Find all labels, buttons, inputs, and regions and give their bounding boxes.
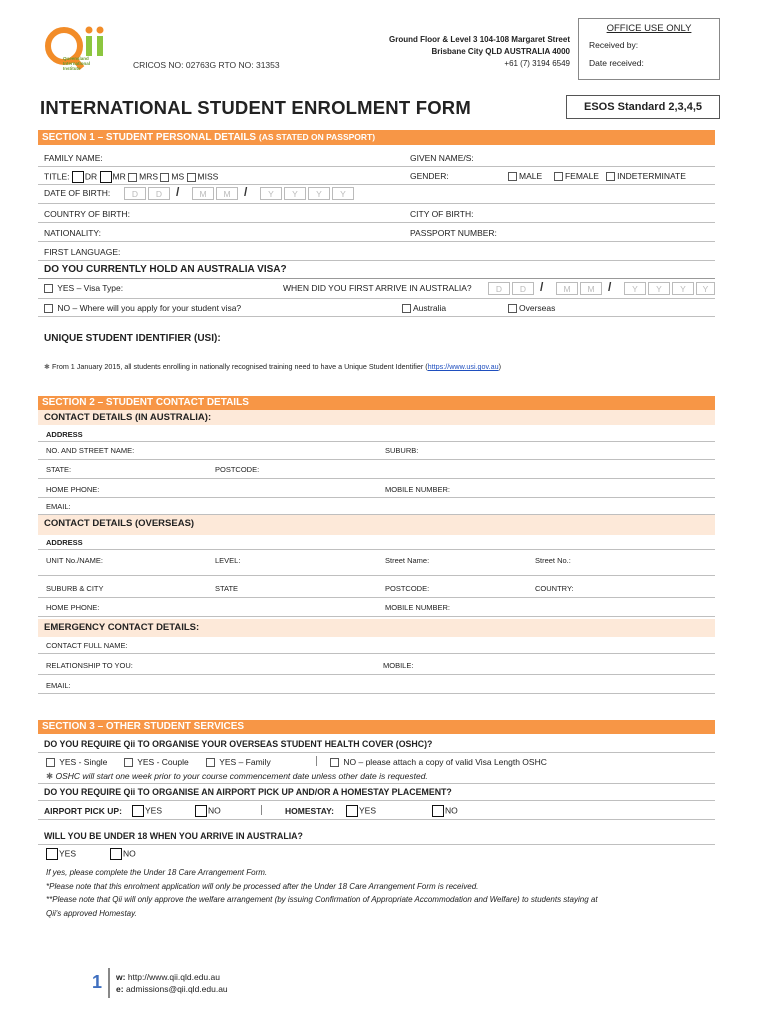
australia-checkbox[interactable] xyxy=(402,304,411,313)
street-name-label: Street Name: xyxy=(385,556,430,565)
under18-yes-checkbox[interactable] xyxy=(46,848,58,860)
under18-question: WILL YOU BE UNDER 18 WHEN YOU ARRIVE IN AUSTRALIA? xyxy=(44,831,303,841)
title-ms-checkbox[interactable] xyxy=(160,173,169,182)
footer-contact: w: http://www.qii.qld.edu.au e: admissions@qii.qld.edu.au xyxy=(116,972,228,994)
office-use-title: OFFICE USE ONLY xyxy=(606,23,692,34)
pickup-question: DO YOU REQUIRE Qii TO ORGANISE AN AIRPORT PICK UP AND/OR A HOMESTAY PLACEMENT? xyxy=(44,787,452,797)
arrive-year-4[interactable]: Y xyxy=(696,282,715,295)
usi-link[interactable]: https://www.usi.gov.au xyxy=(427,362,499,371)
arrive-month-2[interactable]: M xyxy=(580,282,602,295)
email-label: EMAIL: xyxy=(46,502,71,511)
oshc-no-checkbox[interactable] xyxy=(330,758,339,767)
title-miss-checkbox[interactable] xyxy=(187,173,196,182)
dob-day-1[interactable]: D xyxy=(124,187,146,200)
under18-notes: If yes, please complete the Under 18 Care Arrangement Form. *Please note that this enrolment application will only be processed after the Under 18 Care Arrangement Form is received. **Please note that Qii will only approve the welfare arrangement (by issuing Confirmation of Appropriate Accommodation and Welfare) to students staying at Qii's approved Homestay. xyxy=(46,868,598,918)
first-arrive-label: WHEN DID YOU FIRST ARRIVE IN AUSTRALIA? xyxy=(283,283,472,293)
title-mrs-checkbox[interactable] xyxy=(128,173,137,182)
arrive-slash: / xyxy=(608,280,612,294)
institute-address: Ground Floor & Level 3 104-108 Margaret Street Brisbane City QLD AUSTRALIA 4000 +61 (7) 3194 6549 xyxy=(389,35,570,68)
page-number: 1 xyxy=(92,972,103,992)
oshc-separator xyxy=(316,756,317,766)
oshc-couple-option: YES - Couple xyxy=(124,757,189,767)
mobile-os-label: MOBILE NUMBER: xyxy=(385,603,451,612)
email-link[interactable]: admissions@qii.qld.edu.au xyxy=(125,984,228,994)
oshc-no-option: NO – please attach a copy of valid Visa Length OSHC xyxy=(330,757,547,767)
arrive-slash: / xyxy=(540,280,544,294)
dob-year-3[interactable]: Y xyxy=(308,187,330,200)
section3-header: SECTION 3 – OTHER STUDENT SERVICES xyxy=(38,720,715,734)
country-birth-label: COUNTRY OF BIRTH: xyxy=(44,209,130,219)
received-by-label: Received by: xyxy=(589,40,639,50)
unit-label: UNIT No./NAME: xyxy=(46,556,103,565)
homestay-label: HOMESTAY: xyxy=(285,806,334,816)
gender-indeterminate-checkbox[interactable] xyxy=(606,172,615,181)
date-received-label: Date received: xyxy=(589,58,644,68)
passport-label: PASSPORT NUMBER: xyxy=(410,228,497,238)
country-label: COUNTRY: xyxy=(535,584,574,593)
contact-full-name-label: CONTACT FULL NAME: xyxy=(46,641,128,650)
australia-option: Australia xyxy=(402,303,446,313)
oshc-note: ✱ OSHC will start one week prior to your course commencement date unless other date is requested. xyxy=(46,771,428,781)
dob-month-2[interactable]: M xyxy=(216,187,238,200)
city-birth-label: CITY OF BIRTH: xyxy=(410,209,474,219)
asterisk-icon: ✱ xyxy=(46,771,54,781)
office-use-box xyxy=(578,18,720,80)
logo-subtitle: Queensland International Institute xyxy=(63,56,91,71)
usi-title: UNIQUE STUDENT IDENTIFIER (USI): xyxy=(44,333,221,344)
arrive-day-1[interactable]: D xyxy=(488,282,510,295)
title-row: TITLE: DR MR MRS MS MISS xyxy=(44,171,219,182)
airport-pickup-label: AIRPORT PICK UP: xyxy=(44,806,122,816)
homestay-yes-option: YES xyxy=(346,805,376,817)
homestay-no-checkbox[interactable] xyxy=(432,805,444,817)
street-label: NO. AND STREET NAME: xyxy=(46,446,135,455)
arrive-day-2[interactable]: D xyxy=(512,282,534,295)
dob-slash: / xyxy=(176,185,180,199)
under18-no-checkbox[interactable] xyxy=(110,848,122,860)
street-no-label: Street No.: xyxy=(535,556,571,565)
dob-day-2[interactable]: D xyxy=(148,187,170,200)
contact-os-header: CONTACT DETAILS (OVERSEAS) xyxy=(38,515,715,535)
address-au-label: ADDRESS xyxy=(46,430,83,439)
state-label: STATE: xyxy=(46,465,72,474)
arrive-year-3[interactable]: Y xyxy=(672,282,694,295)
dob-month-1[interactable]: M xyxy=(192,187,214,200)
postcode-os-label: POSTCODE: xyxy=(385,584,430,593)
under18-yes-option: YES xyxy=(46,848,76,860)
home-phone-os-label: HOME PHONE: xyxy=(46,603,100,612)
cricos-number: CRICOS NO: 02763G RTO NO: 31353 xyxy=(133,60,280,70)
homestay-no-option: NO xyxy=(432,805,458,817)
gender-options: MALE FEMALE INDETERMINATE xyxy=(508,171,686,181)
relationship-label: RELATIONSHIP TO YOU: xyxy=(46,661,133,670)
section2-header: SECTION 2 – STUDENT CONTACT DETAILS xyxy=(38,396,715,410)
home-phone-label: HOME PHONE: xyxy=(46,485,100,494)
visa-yes-row: YES – Visa Type: xyxy=(44,283,123,293)
nationality-label: NATIONALITY: xyxy=(44,228,101,238)
form-title: INTERNATIONAL STUDENT ENROLMENT FORM xyxy=(40,97,471,118)
suburb-city-label: SUBURB & CITY xyxy=(46,584,104,593)
contact-au-header: CONTACT DETAILS (IN AUSTRALIA): xyxy=(38,410,715,425)
visa-no-row: NO – Where will you apply for your student visa? xyxy=(44,303,241,313)
dob-year-4[interactable]: Y xyxy=(332,187,354,200)
airport-no-checkbox[interactable] xyxy=(195,805,207,817)
dob-year-1[interactable]: Y xyxy=(260,187,282,200)
overseas-checkbox[interactable] xyxy=(508,304,517,313)
footer-divider xyxy=(108,968,110,998)
esos-badge: ESOS Standard 2,3,4,5 xyxy=(566,95,720,119)
oshc-question: DO YOU REQUIRE Qii TO ORGANISE YOUR OVERSEAS STUDENT HEALTH COVER (OSHC)? xyxy=(44,739,433,749)
dob-label: DATE OF BIRTH: xyxy=(44,188,111,198)
oshc-single-checkbox[interactable] xyxy=(46,758,55,767)
usi-note: ✱ From 1 January 2015, all students enrolling in nationally recognised training need to have a Unique Student Identifier (https://www.usi.gov.au) xyxy=(44,362,502,371)
visa-question: DO YOU CURRENTLY HOLD AN AUSTRALIA VISA? xyxy=(44,264,287,275)
asterisk-icon: ✱ xyxy=(44,362,51,371)
airport-yes-checkbox[interactable] xyxy=(132,805,144,817)
gender-label: GENDER: xyxy=(410,171,449,181)
dob-year-2[interactable]: Y xyxy=(284,187,306,200)
title-dr-checkbox[interactable] xyxy=(72,171,84,183)
website-link[interactable]: http://www.qii.qld.edu.au xyxy=(127,972,220,982)
suburb-label: SUBURB: xyxy=(385,446,419,455)
arrive-year-2[interactable]: Y xyxy=(648,282,670,295)
visa-no-checkbox[interactable] xyxy=(44,304,53,313)
airport-no-option: NO xyxy=(195,805,221,817)
given-names-label: GIVEN NAME/S: xyxy=(410,153,474,163)
airport-yes-option: YES xyxy=(132,805,162,817)
oshc-couple-checkbox[interactable] xyxy=(124,758,133,767)
section1-header: SECTION 1 – STUDENT PERSONAL DETAILS (AS STATED ON PASSPORT) xyxy=(38,130,715,145)
oshc-family-option: YES – Family xyxy=(206,757,271,767)
postcode-label: POSTCODE: xyxy=(215,465,260,474)
dob-slash: / xyxy=(244,185,248,199)
level-label: LEVEL: xyxy=(215,556,241,565)
state-os-label: STATE xyxy=(215,584,239,593)
emergency-header: EMERGENCY CONTACT DETAILS: xyxy=(38,619,715,637)
pickup-separator xyxy=(261,805,262,815)
title-mr-checkbox[interactable] xyxy=(100,171,112,183)
oshc-family-checkbox[interactable] xyxy=(206,758,215,767)
gender-female-checkbox[interactable] xyxy=(554,172,563,181)
gender-male-checkbox[interactable] xyxy=(508,172,517,181)
mobile-label: MOBILE NUMBER: xyxy=(385,485,451,494)
address-os-label: ADDRESS xyxy=(46,538,83,547)
family-name-label: FAMILY NAME: xyxy=(44,153,103,163)
under18-no-option: NO xyxy=(110,848,136,860)
homestay-yes-checkbox[interactable] xyxy=(346,805,358,817)
mobile-emergency-label: MOBILE: xyxy=(383,661,414,670)
oshc-single-option: YES - Single xyxy=(46,757,107,767)
arrive-year-1[interactable]: Y xyxy=(624,282,646,295)
email-emergency-label: EMAIL: xyxy=(46,681,71,690)
visa-yes-checkbox[interactable] xyxy=(44,284,53,293)
first-language-label: FIRST LANGUAGE: xyxy=(44,247,121,257)
overseas-option: Overseas xyxy=(508,303,555,313)
arrive-month-1[interactable]: M xyxy=(556,282,578,295)
